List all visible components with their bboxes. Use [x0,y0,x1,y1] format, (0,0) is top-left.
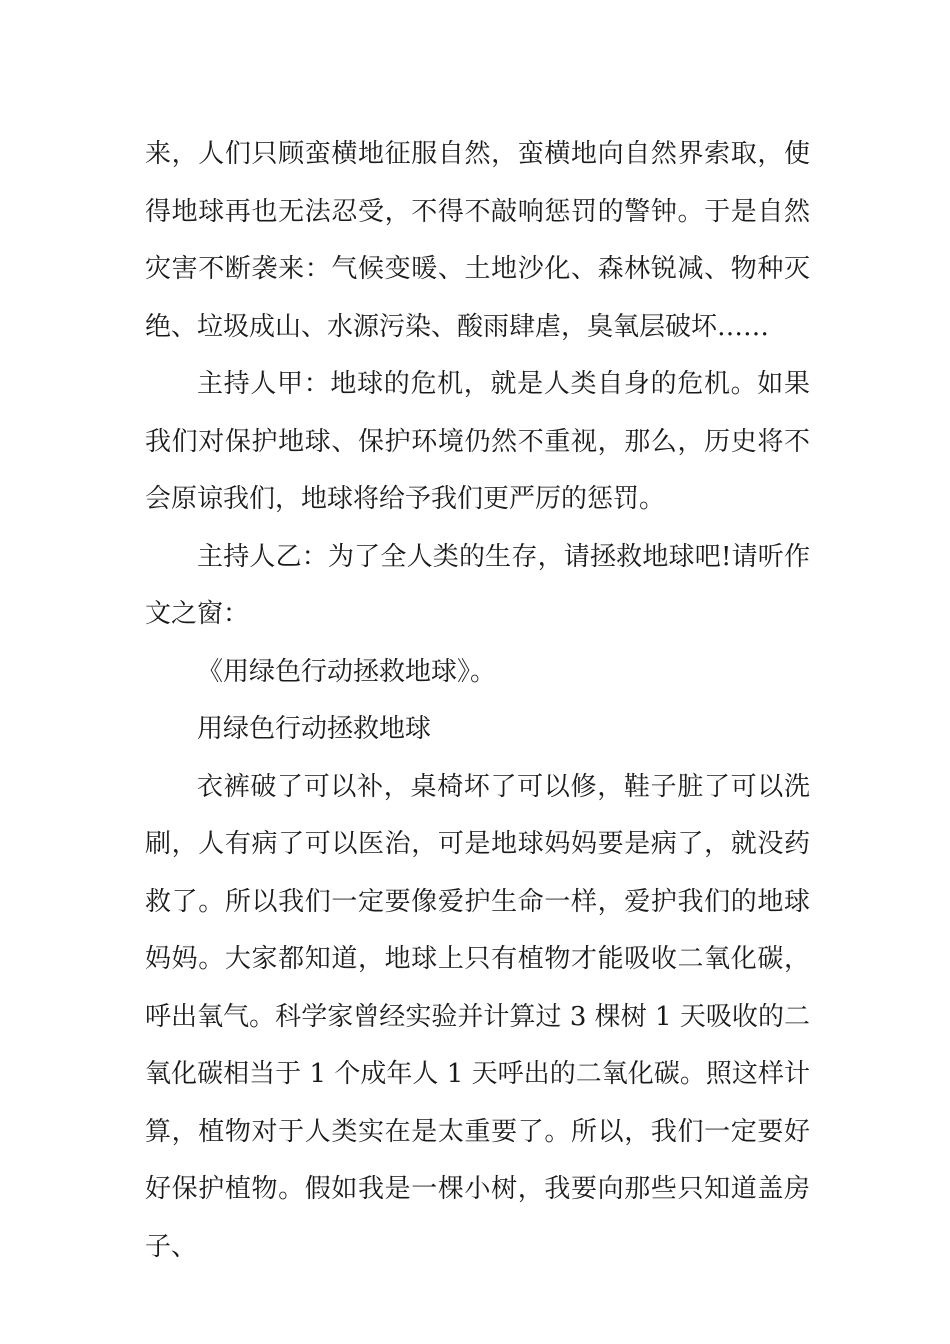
document-body [145,126,810,1276]
paragraph-4: 《用绿色行动拯救地球》。 [197,656,497,687]
paragraph-6: 衣裤破了可以补，桌椅坏了可以修，鞋子脏了可以洗刷，人有病了可以医治，可是地球妈妈要是病了，就没药救了。所以我们一定要像爱护生命一样，爱护我们的地球妈妈。大家都知道，地球上只有植物才能吸收二氧化碳，呼出氧气。科学家曾经实验并计算过 3 棵树 1 天吸收的二氧化碳相当于 1 个成年人 1 天呼出的二氧化碳。照这样计算，植物对于人类实在是太重要了。所以，我们一定要好好保护植物。假如我是一棵小树，我要向那些只知道盖房子、 [145,771,810,1262]
paragraph-2: 主持人甲：地球的危机，就是人类自身的危机。如果我们对保护地球、保护环境仍然不重视，那么，历史将不会原谅我们，地球将给予我们更严厉的惩罚。 [145,369,810,514]
paragraph-3: 主持人乙：为了全人类的生存，请拯救地球吧!请听作文之窗： [145,541,810,629]
essay-title: 用绿色行动拯救地球 [197,714,432,744]
paragraph-1: 来，人们只顾蛮横地征服自然，蛮横地向自然界索取，使得地球再也无法忍受，不得不敲响惩罚的警钟。于是自然灾害不断袭来：气候变暖、土地沙化、森林锐减、物种灭绝、垃圾成山、水源污染、酸雨肆虐，臭氧层破坏…… [145,139,810,342]
